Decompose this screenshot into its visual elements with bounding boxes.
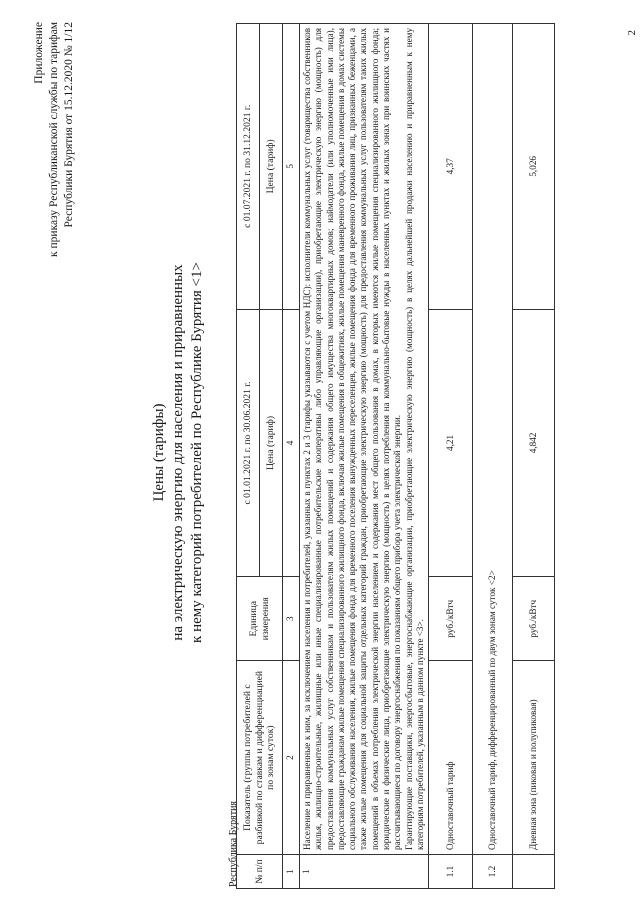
table-row [473,24,513,889]
row-unit: руб./кВтч [429,577,473,661]
header-indicator: Показатель (группы потребителей с разбивкой по ставкам и дифференциацией по зонам суток) [237,661,283,855]
row-unit: руб./кВтч [513,577,555,661]
row-num: 1.2 [473,855,513,889]
row-label: Дневная зона (пиковая и полупиковая) [513,661,555,855]
row-label: Одноставочный тариф [429,661,473,855]
section-num: 1 [300,855,429,889]
row-num: 1.1 [429,855,473,889]
header-period-2: с 01.07.2021 г. по 31.12.2021 г. [237,24,260,310]
header-num: № п/п [237,855,283,889]
header-price-2: Цена (тариф) [260,24,283,310]
header-period-1: с 01.01.2021 г. по 30.06.2021 г. [237,309,260,577]
column-number: 3 [283,577,300,661]
appendix-line: к приказу Республиканской службы по тарифам [48,22,60,257]
document-title [150,0,207,905]
title-line: на электрическую энергию для населения и приравненных [170,264,186,641]
table-row [429,24,473,889]
column-number: 1 [283,855,300,889]
row-value-1: 4,21 [429,309,473,577]
row-num [513,855,555,889]
table-row [513,24,555,889]
row-label: Одноставочный тариф, дифференцированный по двум зонам суток <2> [473,24,513,855]
section-text: Население и приравненные к ним, за исключением населения и потребителей, указанных в пунктах 2 и 3 (тарифы указываются с учетом НДС): исполнители коммунальных услуг (товарищества собственников жилья, жилищно-строительные, жилищные или иные специализированные потребительские кооперативы либо управляющие организации), приобретающие электрическую энергию (мощность) для предоставления коммунальных услуг собственникам и пользователям жилых помещений и содержания общего имущества многоквартирных домов; наймодатели (или уполномоченные ими лица), предоставляющие гражданам жилые помещения специализированного жилищного фонда, включая жилые помещения в общежитиях, жилые помещения маневренного фонда, жилые помещения в домах системы социального обслуживания населения, жилые помещения фонда для временного поселения вынужденных переселенцев, жилые помещения фонда для временного проживания лиц, признанных беженцами, а также жилые помещения для социальной защиты отдельных категорий граждан, приобретающие электрическую энергию (мощность) для предоставления коммунальных услуг пользователям таких жилых помещений в объемах потребления электрической энергии населением и содержания мест общего пользования в домах, в которых имеются жилые помещения специализированного жилищного фонда; юридические и физические лица, приобретающие электрическую энергию (мощность) в целях потребления на коммунально-бытовые нужды в населенных пунктах и жилых зонах при воинских частях и рассчитывающиеся по договору энергоснабжения по показаниям общего прибора учета электрической энергии. [302,28,403,851]
row-value-1: 4,842 [513,309,555,577]
appendix-line: Республики Бурятия от 15.12.2020 № 1/12 [63,22,75,228]
tariff-table [236,23,555,889]
region-label: Республика Бурятия [228,800,239,887]
section-description [300,24,429,855]
header-unit: Единица измерения [237,577,283,661]
column-number: 5 [283,24,300,310]
page-number: 2 [626,30,638,36]
title-line: Цены (тарифы) [151,403,167,502]
appendix-line: Приложение [33,22,45,84]
section-text-suppliers: Гарантирующие поставщики, энергосбытовые, энергоснабжающие организации, приобретающие электрическую энергию (мощность) в целях дальнейшей продажи населению и приравненным к нему категориям потребителей, указанным в данном пункте <3>. [403,28,425,851]
appendix-header [32,22,77,257]
row-value-2: 5,026 [513,24,555,310]
header-price-1: Цена (тариф) [260,309,283,577]
column-number: 2 [283,661,300,855]
title-line: к нему категорий потребителей по Республике Бурятия <1> [189,262,205,643]
column-number: 4 [283,309,300,577]
row-value-2: 4,37 [429,24,473,310]
